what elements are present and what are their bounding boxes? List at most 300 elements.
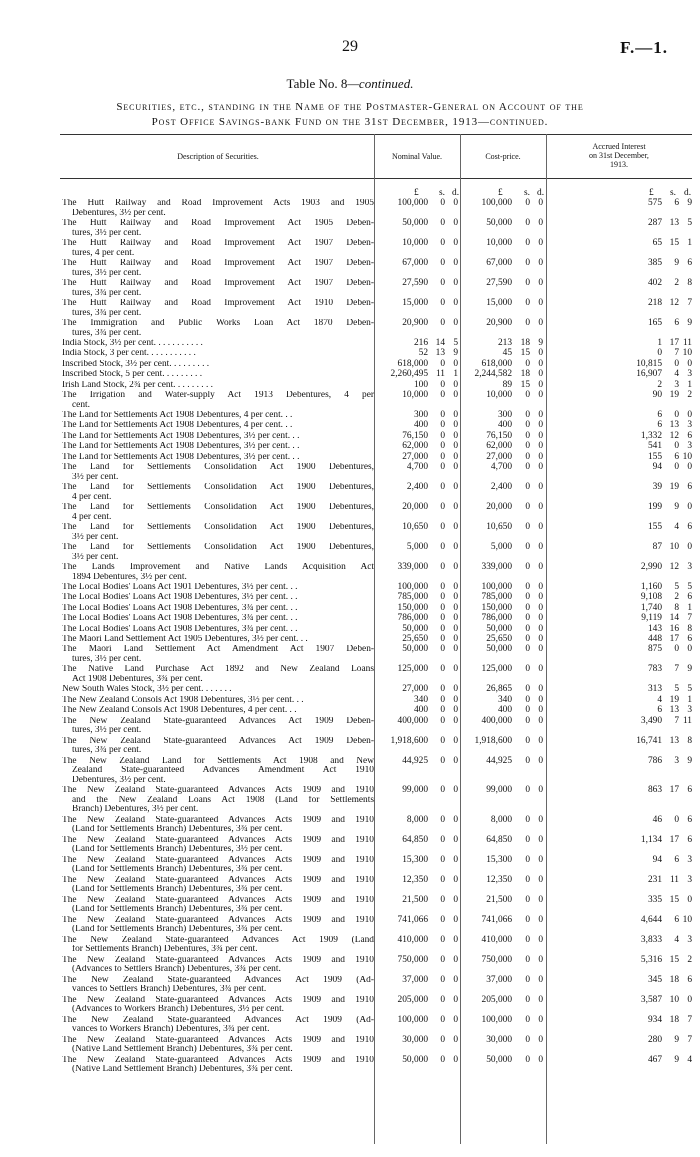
unit-pence: d. (537, 188, 545, 198)
nominal-pounds: 10,000 (402, 390, 428, 400)
nominal-pence: 0 (453, 582, 458, 592)
cost-pence: 0 (538, 705, 543, 716)
accrued-shillings: 4 (674, 369, 679, 380)
description-line: The Hutt Railway and Road Improvement Act 1907 Deben- (62, 279, 374, 288)
nominal-shillings: 0 (440, 562, 445, 572)
nominal-pence: 0 (453, 278, 458, 288)
accrued-shillings: 6 (674, 198, 679, 208)
security-description (62, 996, 374, 1015)
security-description (62, 411, 374, 421)
nominal-pence: 0 (453, 218, 458, 228)
cost-shillings: 0 (525, 1034, 530, 1045)
cost-pence: 9 (538, 338, 543, 348)
nominal-pounds: 37,000 (402, 974, 428, 985)
cost-pence: 0 (538, 198, 543, 208)
nominal-shillings: 0 (440, 522, 445, 532)
table-row (0, 259, 700, 278)
table-row (0, 976, 700, 995)
security-description (62, 463, 374, 482)
nominal-pounds: 99,000 (402, 785, 428, 796)
accrued-shillings: 12 (669, 562, 679, 572)
accrued-pounds: 90 (652, 390, 662, 400)
cost-pounds: 100,000 (481, 582, 512, 592)
nominal-pounds: 30,000 (402, 1034, 428, 1045)
accrued-shillings: 19 (669, 482, 679, 492)
nominal-shillings: 11 (435, 369, 445, 380)
nominal-pence: 0 (453, 502, 458, 512)
table-row (0, 583, 700, 593)
nominal-pounds: 750,000 (397, 954, 428, 965)
table-row (0, 543, 700, 562)
cost-pence: 0 (538, 755, 543, 766)
security-description (62, 421, 374, 431)
accrued-pounds: 385 (647, 258, 662, 268)
accrued-pence: 6 (687, 785, 692, 796)
description-line: The Local Bodies' Loans Act 1908 Debentures, 3¾ per cent. . . (62, 614, 298, 624)
table-row (0, 349, 700, 359)
cost-pounds: 786,000 (481, 613, 512, 624)
table-row (0, 593, 700, 603)
cost-pounds: 21,500 (486, 894, 512, 905)
table-row (0, 665, 700, 684)
nominal-pence: 0 (453, 634, 458, 644)
nominal-pounds: 67,000 (402, 258, 428, 268)
nominal-pence: 0 (453, 602, 458, 613)
accrued-pounds: 6 (657, 420, 662, 431)
accrued-shillings: 5 (674, 684, 679, 695)
accrued-pounds: 6 (657, 705, 662, 716)
description-line: The Hutt Railway and Road Improvement Act 1905 Deben- (62, 219, 374, 228)
cost-shillings: 0 (525, 785, 530, 796)
accrued-pence: 6 (687, 522, 692, 532)
nominal-pounds: 5,000 (406, 542, 428, 552)
nominal-pounds: 12,350 (402, 874, 428, 885)
accrued-pence: 10 (682, 451, 692, 462)
description-line: The Local Bodies' Loans Act 1901 Debentures, 3½ per cent. . . (62, 583, 298, 592)
cost-pounds: 44,925 (486, 755, 512, 766)
nominal-pence: 0 (453, 715, 458, 726)
description-line: The Immigration and Public Works Loan Act 1870 Deben- (62, 319, 374, 328)
accrued-pounds: 10,815 (636, 358, 662, 369)
nominal-pence: 0 (453, 623, 458, 634)
accrued-shillings: 4 (674, 934, 679, 945)
security-description (62, 717, 374, 736)
cost-pounds: 50,000 (486, 1054, 512, 1065)
accrued-pence: 3 (687, 420, 692, 431)
description-line: The New Zealand Consols Act 1908 Debentures, 4 per cent. . . (62, 706, 297, 716)
nominal-pounds: 100,000 (397, 198, 428, 208)
description-line: (Advances to Settlers Branch) Debentures, 3¾ per cent. (72, 965, 281, 975)
cost-pounds: 1,918,600 (474, 735, 512, 746)
description-line: The Land for Settlements Act 1908 Debentures, 4 per cent. . . (62, 411, 293, 420)
table-row (0, 635, 700, 645)
nominal-shillings: 0 (440, 298, 445, 308)
nominal-pence: 0 (453, 613, 458, 624)
cost-pounds: 410,000 (481, 934, 512, 945)
cost-pounds: 26,865 (486, 684, 512, 695)
cost-pounds: 785,000 (481, 592, 512, 603)
accrued-pence: 6 (687, 482, 692, 492)
description-line: (Land for Settlements Branch) Debentures, 3¾ per cent. (72, 925, 283, 935)
security-description (62, 956, 374, 975)
table-row (0, 421, 700, 431)
accrued-pounds: 402 (647, 278, 662, 288)
description-line: 1894 Debentures, 3½ per cent. (72, 572, 187, 582)
accrued-pounds: 94 (652, 462, 662, 472)
security-description (62, 645, 374, 664)
accrued-shillings: 18 (669, 974, 679, 985)
security-description (62, 1016, 374, 1035)
table-row (0, 483, 700, 502)
description-line: The New Zealand State-guaranteed Advances Acts 1909 and 1910 (62, 1055, 374, 1065)
accrued-shillings: 9 (674, 1034, 679, 1045)
accrued-shillings: 9 (674, 502, 679, 512)
cost-shillings: 0 (525, 854, 530, 865)
security-description (62, 503, 374, 522)
page-number: 29 (342, 38, 358, 55)
security-description (62, 199, 374, 218)
security-description (62, 259, 374, 278)
nominal-pounds: 52 (418, 348, 428, 359)
cost-shillings: 0 (525, 894, 530, 905)
nominal-pence: 0 (453, 1034, 458, 1045)
description-line: cent. (72, 400, 90, 410)
cost-pence: 0 (538, 974, 543, 985)
cost-pounds: 99,000 (486, 785, 512, 796)
cost-pounds: 12,350 (486, 874, 512, 885)
security-description (62, 523, 374, 542)
nominal-pence: 0 (453, 994, 458, 1005)
accrued-shillings: 9 (674, 1054, 679, 1065)
accrued-pounds: 4,644 (640, 914, 662, 925)
accrued-pence: 0 (687, 542, 692, 552)
table-row (0, 645, 700, 664)
accrued-pence: 6 (687, 834, 692, 845)
description-line: The Land for Settlements Consolidation Act 1900 Debentures, (62, 543, 374, 552)
column-header-cost: Cost-price. (485, 152, 521, 161)
security-description (62, 319, 374, 338)
accrued-shillings: 13 (669, 735, 679, 746)
security-description (62, 816, 374, 835)
accrued-shillings: 10 (669, 994, 679, 1005)
cost-shillings: 0 (525, 562, 530, 572)
cost-pence: 0 (538, 582, 543, 592)
nominal-shillings: 0 (440, 258, 445, 268)
cost-shillings: 0 (525, 994, 530, 1005)
table-row (0, 339, 700, 349)
accrued-shillings: 17 (669, 634, 679, 644)
cost-pounds: 2,244,582 (474, 369, 512, 380)
accrued-pounds: 786 (647, 755, 662, 766)
nominal-pence: 0 (453, 441, 458, 452)
unit-pence: d. (452, 188, 460, 198)
description-line: The Maori Land Settlement Act Amendment Act 1907 Deben- (62, 645, 374, 655)
cost-pence: 0 (538, 462, 543, 472)
description-line: tures, 4 per cent. (72, 248, 135, 258)
accrued-shillings: 19 (669, 390, 679, 400)
cost-pounds: 100,000 (481, 198, 512, 208)
nominal-shillings: 0 (440, 278, 445, 288)
cost-pence: 0 (538, 1054, 543, 1065)
table-row (0, 1056, 700, 1075)
cost-pence: 0 (538, 348, 543, 359)
nominal-shillings: 0 (440, 1014, 445, 1025)
table-row (0, 279, 700, 298)
description-line: (Land for Settlements Branch) Debentures, 3¾ per cent. (72, 885, 283, 895)
nominal-pounds: 618,000 (397, 358, 428, 369)
accrued-shillings: 6 (674, 451, 679, 462)
column-header-nominal: Nominal Value. (391, 152, 443, 161)
description-line: vances to Settlers Branch) Debentures, 3¾ per cent. (72, 985, 267, 995)
security-description (62, 786, 374, 815)
nominal-pounds: 4,700 (406, 462, 428, 472)
nominal-shillings: 0 (440, 379, 445, 390)
nominal-pounds: 8,000 (406, 814, 428, 825)
description-line: (Native Land Settlement Branch) Debentures, 3¾ per cent. (72, 1045, 293, 1055)
accrued-pounds: 6 (657, 410, 662, 420)
table-row (0, 219, 700, 238)
nominal-pounds: 15,300 (402, 854, 428, 865)
nominal-shillings: 0 (440, 542, 445, 552)
cost-shillings: 0 (525, 358, 530, 369)
table-row (0, 391, 700, 410)
table-row (0, 737, 700, 756)
cost-shillings: 0 (525, 441, 530, 452)
nominal-pounds: 340 (413, 694, 428, 705)
description-line: The New Zealand State-guaranteed Advances Acts 1909 and 1910 (62, 875, 374, 885)
table-label: Table No. 8 (286, 76, 348, 91)
cost-pence: 0 (538, 834, 543, 845)
nominal-shillings: 0 (440, 785, 445, 796)
description-line: Debentures, 3½ per cent. (72, 775, 166, 785)
accrued-shillings: 19 (669, 694, 679, 705)
table-row (0, 453, 700, 463)
nominal-pence: 0 (453, 1014, 458, 1025)
accrued-pounds: 165 (647, 318, 662, 328)
nominal-pounds: 786,000 (397, 613, 428, 624)
cost-shillings: 0 (525, 914, 530, 925)
cost-shillings: 0 (525, 834, 530, 845)
accrued-pounds: 2 (657, 379, 662, 390)
cost-pence: 0 (538, 735, 543, 746)
nominal-pence: 0 (453, 358, 458, 369)
nominal-pounds: 20,000 (402, 502, 428, 512)
nominal-pence: 0 (453, 379, 458, 390)
unit-shilling: s. (439, 188, 445, 198)
description-line: The New Zealand State-guaranteed Advances Act 1909 Deben- (62, 736, 374, 746)
accrued-shillings: 0 (674, 814, 679, 825)
description-line: The New Zealand State-guaranteed Advances Act 1909 Deben- (62, 716, 374, 726)
cost-shillings: 0 (525, 482, 530, 492)
table-row (0, 442, 700, 452)
accrued-pence: 0 (687, 894, 692, 905)
nominal-pounds: 21,500 (402, 894, 428, 905)
accrued-shillings: 3 (674, 379, 679, 390)
nominal-shillings: 0 (440, 664, 445, 675)
cost-pence: 0 (538, 602, 543, 613)
accrued-shillings: 11 (669, 874, 679, 885)
accrued-shillings: 9 (674, 258, 679, 268)
table-continued: —continued. (347, 76, 414, 91)
cost-pence: 0 (538, 613, 543, 624)
accrued-shillings: 15 (669, 954, 679, 965)
cost-pence: 0 (538, 715, 543, 726)
security-description (62, 737, 374, 756)
description-line: The New Zealand State-guaranteed Advances Acts 1909 and 1910 (62, 786, 374, 796)
accrued-pounds: 1,160 (640, 582, 662, 592)
nominal-pounds: 27,590 (402, 278, 428, 288)
nominal-pence: 0 (453, 238, 458, 248)
cost-shillings: 0 (525, 238, 530, 248)
cost-shillings: 0 (525, 715, 530, 726)
accrued-pence: 9 (687, 198, 692, 208)
description-line: and the New Zealand Loans Act 1908 (Land for Settlements (72, 795, 374, 805)
nominal-shillings: 13 (435, 348, 445, 359)
cost-shillings: 0 (525, 634, 530, 644)
cost-pence: 0 (538, 358, 543, 369)
accrued-shillings: 6 (674, 854, 679, 865)
unit-pence: d. (684, 188, 692, 198)
cost-pounds: 30,000 (486, 1034, 512, 1045)
security-description (62, 483, 374, 502)
description-line: tures, 3¾ per cent. (72, 328, 142, 338)
nominal-pounds: 64,850 (402, 834, 428, 845)
cost-pounds: 20,000 (486, 502, 512, 512)
cost-pence: 0 (538, 278, 543, 288)
nominal-pounds: 339,000 (397, 562, 428, 572)
description-line: The Local Bodies' Loans Act 1908 Debentures, 3½ per cent. . . (62, 593, 298, 603)
description-line: for Settlements Branch) Debentures, 3¾ per cent. (72, 945, 258, 955)
nominal-pounds: 400 (413, 420, 428, 431)
cost-pounds: 10,000 (486, 238, 512, 248)
accrued-pounds: 1,134 (640, 834, 662, 845)
description-line: The New Zealand Land for Settlements Act 1908 and New (62, 756, 374, 766)
accrued-pounds: 2,990 (640, 562, 662, 572)
table-row (0, 432, 700, 442)
nominal-pence: 0 (453, 755, 458, 766)
accrued-shillings: 18 (669, 1014, 679, 1025)
cost-shillings: 0 (525, 644, 530, 655)
cost-pounds: 750,000 (481, 954, 512, 965)
accrued-pounds: 231 (647, 874, 662, 885)
description-line: 3½ per cent. (72, 472, 119, 482)
security-description (62, 391, 374, 410)
nominal-shillings: 0 (440, 502, 445, 512)
nominal-shillings: 0 (440, 613, 445, 624)
accrued-pence: 11 (682, 338, 692, 348)
description-line: The Land for Settlements Consolidation Act 1900 Debentures, (62, 523, 374, 532)
cost-pounds: 741,066 (481, 914, 512, 925)
table-row (0, 625, 700, 635)
description-line: tures, 3¾ per cent. (72, 746, 142, 756)
table-row (0, 523, 700, 542)
nominal-pounds: 741,066 (397, 914, 428, 925)
accrued-pounds: 467 (647, 1054, 662, 1065)
accrued-shillings: 17 (669, 785, 679, 796)
accrued-pounds: 16,907 (636, 369, 662, 380)
security-description (62, 976, 374, 995)
unit-shilling: s. (670, 188, 676, 198)
table-row (0, 503, 700, 522)
accrued-pence: 7 (687, 1034, 692, 1045)
accrued-shillings: 17 (669, 834, 679, 845)
cost-pounds: 45 (502, 348, 512, 359)
accrued-shillings: 13 (669, 705, 679, 716)
accrued-pounds: 218 (647, 298, 662, 308)
cost-pence: 0 (538, 592, 543, 603)
cost-pence: 0 (538, 298, 543, 308)
security-description (62, 836, 374, 855)
table-row (0, 717, 700, 736)
accrued-pence: 9 (687, 318, 692, 328)
cost-pence: 0 (538, 994, 543, 1005)
accrued-shillings: 12 (669, 430, 679, 441)
cost-pounds: 15,300 (486, 854, 512, 865)
accrued-shillings: 0 (674, 441, 679, 452)
nominal-pence: 5 (453, 338, 458, 348)
accrued-shillings: 0 (674, 462, 679, 472)
description-line: The New Zealand State-guaranteed Advances Acts 1909 and 1910 (62, 955, 374, 965)
security-description (62, 453, 374, 463)
nominal-shillings: 0 (440, 582, 445, 592)
description-line: The Land for Settlements Consolidation Act 1900 Debentures, (62, 463, 374, 472)
accrued-pence: 3 (687, 934, 692, 945)
table-row (0, 370, 700, 380)
accrued-pounds: 155 (647, 451, 662, 462)
nominal-pence: 0 (453, 814, 458, 825)
security-description (62, 856, 374, 875)
accrued-shillings: 0 (674, 644, 679, 655)
cost-pounds: 15,000 (486, 298, 512, 308)
accrued-pounds: 575 (647, 198, 662, 208)
nominal-pence: 0 (453, 430, 458, 441)
nominal-pounds: 20,900 (402, 318, 428, 328)
nominal-shillings: 0 (440, 705, 445, 716)
nominal-shillings: 0 (440, 755, 445, 766)
table-row (0, 319, 700, 338)
accrued-pence: 6 (687, 258, 692, 268)
accrued-pounds: 863 (647, 785, 662, 796)
accrued-shillings: 4 (674, 522, 679, 532)
security-description (62, 339, 374, 349)
cost-pence: 0 (538, 318, 543, 328)
page-reference: F.—1. (620, 38, 668, 57)
security-description (62, 706, 374, 716)
description-line: Branch) Debentures, 3½ per cent. (72, 805, 199, 815)
accrued-pounds: 0 (657, 348, 662, 359)
description-line: India Stock, 3½ per cent. . . . . . . . . . . (62, 339, 203, 348)
table-row (0, 685, 700, 695)
table-row (0, 996, 700, 1015)
cost-pounds: 400,000 (481, 715, 512, 726)
nominal-shillings: 0 (440, 623, 445, 634)
security-description (62, 543, 374, 562)
accrued-pounds: 335 (647, 894, 662, 905)
nominal-shillings: 0 (440, 914, 445, 925)
table-row (0, 896, 700, 915)
nominal-pence: 0 (453, 854, 458, 865)
nominal-pence: 0 (453, 785, 458, 796)
accrued-pounds: 934 (647, 1014, 662, 1025)
cost-pounds: 64,850 (486, 834, 512, 845)
accrued-pence: 1 (687, 694, 692, 705)
nominal-pence: 0 (453, 258, 458, 268)
cost-pounds: 50,000 (486, 218, 512, 228)
table-row (0, 1016, 700, 1035)
cost-shillings: 0 (525, 694, 530, 705)
accrued-pence: 6 (687, 430, 692, 441)
cost-pence: 0 (538, 441, 543, 452)
